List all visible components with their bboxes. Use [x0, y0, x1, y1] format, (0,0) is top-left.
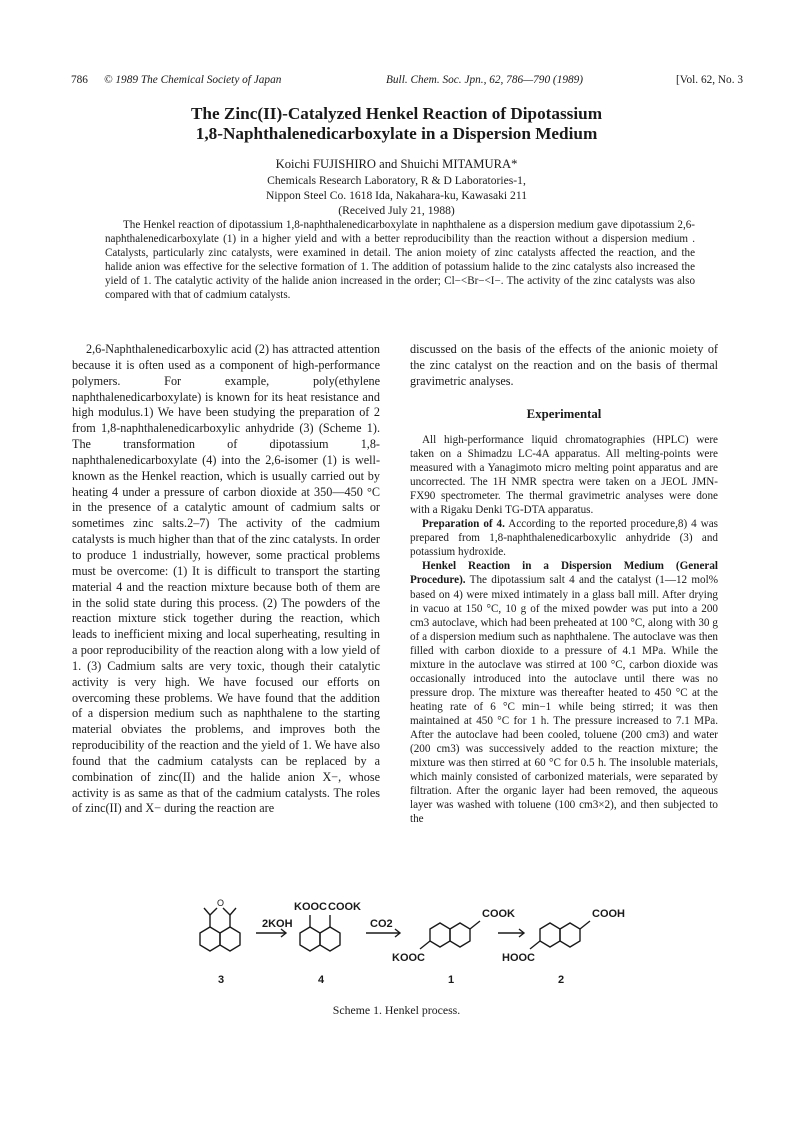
prep-body: According to the reported procedure,8) 4 was prepared from 1,8-naphthalenedicarboxylic anhydride (3) and potassium hydroxide.: [410, 518, 718, 559]
article-title: [0, 104, 793, 144]
experimental-paragraph-2: [410, 517, 718, 559]
compound-label-2: 2: [558, 974, 565, 986]
compound-1-structure: [420, 921, 480, 949]
reagent-1: 2KOH: [262, 918, 293, 930]
right-column-intro: [410, 342, 718, 390]
cooh-label: COOH: [592, 908, 625, 920]
kooc-label-a: KOOC: [294, 901, 327, 913]
compound-label-3: 3: [218, 974, 225, 986]
affiliation-line-2: Nippon Steel Co. 1618 Ida, Nakahara-ku, Kawasaki 211: [265, 189, 527, 202]
abstract: The Henkel reaction of dipotassium 1,8-naphthalenedicarboxylate in naphthalene as a dispersion medium gave dipotassium 2,6-naphthalenedicarboxylate (1) in a higher yield and with a better reproducibility than the reaction without a dispersion medium . Catalysts, particularly zinc catalysts, were examined in detail. The anion moiety of zinc catalysts affected the reaction, and the halide anion was effective for the selective formation of 1. The addition of potassium halide to the zinc catalysts also increased the yield of 1. The catalytic activity of the halide anion increased in the order; Cl−<Br−<I−. The activity of the zinc catalysts was also compared with that of cadmium catalysts.: [105, 219, 695, 302]
introduction-text: 2,6-Naphthalenedicarboxylic acid (2) has attracted attention because it is often used as a component of high-performance polymers. For example, poly(ethylene naphthalenedicarboxylate) is known for its heat resistance and high modulus.1) We have been studying the preparation of 2 from 1,8-naphthalenedicarboxylic anhydride (3) (Scheme 1). The transformation of dipotassium 1,8-naphthalenedicarboxylate (4) into the 2,6-isomer (1) is well-known as the Henkel reaction, which is usually carried out by heating 4 under a pressure of carbon dioxide at 350—450 °C in the presence of a catalytic amount of cadmium salts or sometimes zinc salts.2–7) The activity of the cadmium catalysts is much higher than that of the zinc catalysts. In order to produce 1 industrially, however, some practical problems must be overcome: (1) It is difficult to transport the starting material 4 and the reaction mixture because both of them are in the solid state during this process. (2) The powders of the reaction mixture stick together during the reaction, which leads to inefficient mixing and local superheating, resulting in a poor reproducibility of the reaction along with a low yield of 1. (3) Cadmium salts are very toxic, though their catalytic activity is very high. We have focused our efforts on overcoming these problems. We have found that the addition of a dispersion medium such as naphthalene to the starting material obviates the problems, and improves both the reproducibility of the reaction and the yield of 1. We have also found that the cadmium catalysts can be replaced by a combination of zinc(II) and the halide anion X−, whose activity is as same as that of the cadmium catalysts. The roles of zinc(II) and X− during the reaction are: [72, 342, 380, 816]
affiliation-line-1: Chemicals Research Laboratory, R & D Laboratories-1,: [267, 174, 526, 187]
cook-label-a: COOK: [328, 901, 361, 913]
experimental-paragraph-3: [410, 559, 718, 826]
henkel-body: The dipotassium salt 4 and the catalyst (1—12 mol% based on 4) were mixed intimately in a glass ball mill. After drying in vacuo at 150 °C, 10 g of the mixed powder was put into a 200 cm3 autoclave, which had been preheated at 100 °C, along with 30 g of a dispersion medium such as naphthalene. The autoclave was then filled with carbon dioxide to a pressure of 4.1 MPa. While the mixture in the autoclave was stirred at 100 °C, carbon dioxide was occasionally introduced into the autoclave until there was no pressure drop. The mixture was thereafter heated to 450 °C at the heating rate of 6 °C min−1 while being stirred; it was then maintained at 450 °C for 1 h. The pressure increased to 7.1 MPa. After the autoclave had been cooled, toluene (200 cm3) and water (200 cm3) was successively added to the reaction mixture; the mixture was then stirred at 60 °C for 0.5 h. The insoluble materials, which mainly consisted of carbonized materials, were separated by filtration. After the organic layer had been removed, the aqueous layer was washed with toluene (100 cm3×2), and then subjected to the: [410, 574, 718, 826]
journal-citation: Bull. Chem. Soc. Jpn., 62, 786—790 (1989): [386, 74, 584, 86]
scheme-caption: Scheme 1. Henkel process.: [332, 1003, 461, 1017]
experimental-text: [410, 433, 718, 826]
compound-label-4: 4: [318, 974, 325, 986]
introduction-continuation: discussed on the basis of the effects of the anionic moiety of the zinc catalyst on the reaction and on the basis of thermal gravimetric analyses.: [410, 342, 718, 388]
compound-label-1: 1: [448, 974, 455, 986]
reagent-2: CO2: [370, 918, 393, 930]
henkel-heading: Henkel Reaction in a Dispersion Medium (General Procedure).: [410, 560, 718, 587]
page-number: 786: [71, 74, 88, 86]
volume-info: [Vol. 62, No. 3: [676, 74, 743, 86]
title-line-2: 1,8-Naphthalenedicarboxylate in a Dispersion Medium: [195, 124, 598, 143]
anhydride-structure: [200, 908, 240, 951]
running-header: [71, 74, 743, 90]
affiliation: [0, 173, 793, 218]
hooc-label: HOOC: [502, 952, 535, 964]
prep-heading: Preparation of 4.: [422, 518, 505, 531]
section-heading-experimental: Experimental: [526, 407, 602, 421]
compound-4-structure: [300, 915, 340, 951]
svg-text:O: O: [217, 898, 225, 908]
kooc-label-b: KOOC: [392, 952, 425, 964]
received-date: (Received July 21, 1988): [338, 204, 455, 217]
cook-label-b: COOK: [482, 908, 515, 920]
experimental-paragraph-1: All high-performance liquid chromatographies (HPLC) were taken on a Shimadzu LC-4A apparatus. All melting-points were measured with a Yanagimoto micro melting point apparatus and are uncorrected. The 1H NMR spectra were taken on a JEOL JMN-FX90 spectrometer. The thermal gravimetric analyses were done with a Rigaku Denki TG-DTA apparatus.: [410, 434, 718, 517]
copyright-line: © 1989 The Chemical Society of Japan: [104, 74, 282, 86]
compound-2-structure: [530, 921, 590, 949]
title-line-1: The Zinc(II)-Catalyzed Henkel Reaction of Dipotassium: [190, 104, 603, 123]
scheme-1-diagram: [182, 893, 642, 993]
authors: Koichi FUJISHIRO and Shuichi MITAMURA*: [275, 157, 518, 171]
